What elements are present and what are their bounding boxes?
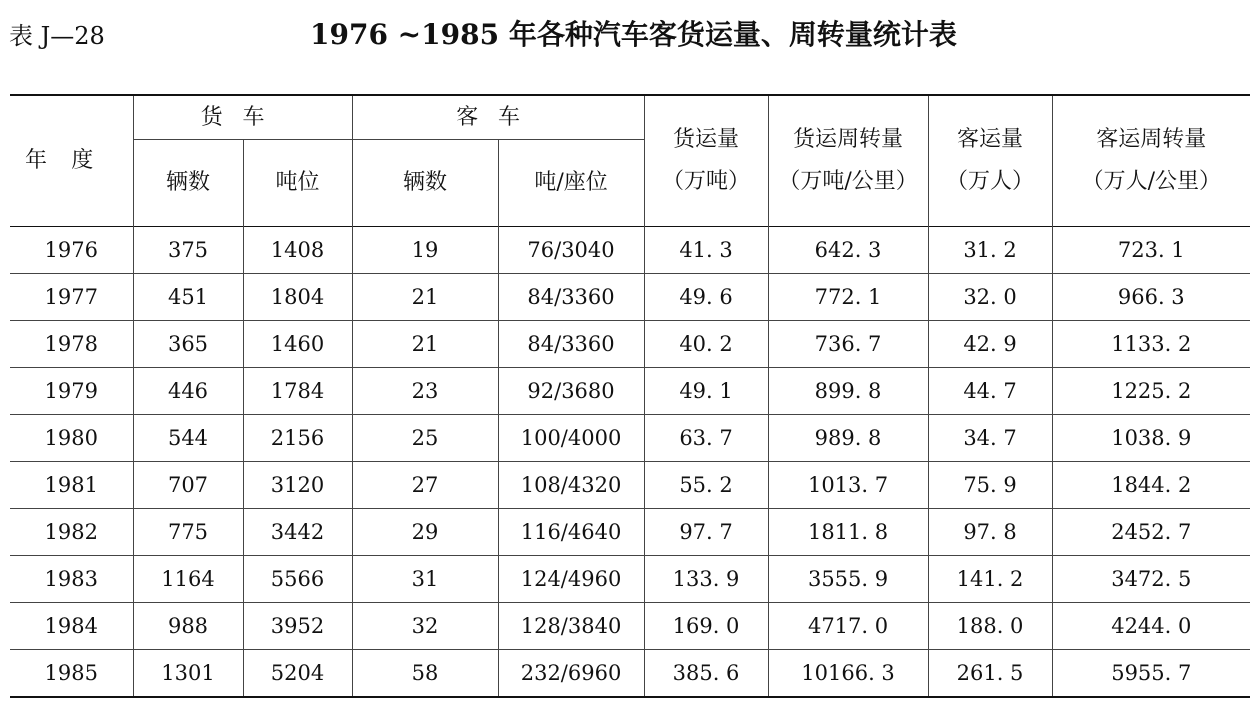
table-id: 表 J—28 bbox=[9, 22, 105, 50]
cell-bus-count: 21 bbox=[352, 321, 498, 368]
cell-truck-tonnage: 1784 bbox=[243, 368, 352, 415]
cell-passenger-volume: 31. 2 bbox=[928, 227, 1052, 274]
header-freight-turnover-label: 货运周转量 bbox=[793, 127, 904, 152]
header-freight-volume bbox=[644, 95, 768, 227]
cell-passenger-volume: 32. 0 bbox=[928, 274, 1052, 321]
cell-truck-tonnage: 1460 bbox=[243, 321, 352, 368]
cell-bus-count: 29 bbox=[352, 509, 498, 556]
header-freight-turnover bbox=[768, 95, 928, 227]
header-truck-count: 辆数 bbox=[133, 140, 243, 227]
cell-bus-count: 21 bbox=[352, 274, 498, 321]
table-row bbox=[10, 321, 1250, 368]
cell-year: 1978 bbox=[10, 321, 133, 368]
cell-freight-volume: 385. 6 bbox=[644, 650, 768, 698]
header-bus-capacity: 吨/座位 bbox=[498, 140, 644, 227]
header-bus-count: 辆数 bbox=[352, 140, 498, 227]
cell-truck-count: 451 bbox=[133, 274, 243, 321]
cell-bus-capacity: 84/3360 bbox=[498, 274, 644, 321]
cell-freight-volume: 41. 3 bbox=[644, 227, 768, 274]
cell-passenger-turnover: 1038. 9 bbox=[1052, 415, 1250, 462]
header-passenger-volume-label: 客运量 bbox=[957, 127, 1024, 152]
header-passenger-turnover-unit: （万人/公里） bbox=[1081, 169, 1221, 194]
table-header bbox=[10, 95, 1250, 227]
cell-bus-capacity: 108/4320 bbox=[498, 462, 644, 509]
cell-passenger-volume: 188. 0 bbox=[928, 603, 1052, 650]
cell-passenger-turnover: 1225. 2 bbox=[1052, 368, 1250, 415]
cell-truck-tonnage: 1408 bbox=[243, 227, 352, 274]
header-truck-group: 货车 bbox=[133, 95, 352, 140]
cell-truck-tonnage: 3120 bbox=[243, 462, 352, 509]
cell-freight-turnover: 3555. 9 bbox=[768, 556, 928, 603]
cell-freight-volume: 55. 2 bbox=[644, 462, 768, 509]
statistics-table bbox=[10, 94, 1250, 698]
cell-year: 1976 bbox=[10, 227, 133, 274]
cell-passenger-volume: 261. 5 bbox=[928, 650, 1052, 698]
cell-freight-turnover: 642. 3 bbox=[768, 227, 928, 274]
header-truck-tonnage: 吨位 bbox=[243, 140, 352, 227]
cell-bus-capacity: 100/4000 bbox=[498, 415, 644, 462]
cell-freight-turnover: 10166. 3 bbox=[768, 650, 928, 698]
cell-freight-turnover: 1013. 7 bbox=[768, 462, 928, 509]
cell-year: 1982 bbox=[10, 509, 133, 556]
cell-passenger-turnover: 1844. 2 bbox=[1052, 462, 1250, 509]
table-title: 1976 ~1985 年各种汽车客货运量、周转量统计表 bbox=[310, 18, 957, 51]
table-body bbox=[10, 227, 1250, 698]
cell-passenger-turnover: 966. 3 bbox=[1052, 274, 1250, 321]
cell-truck-count: 1164 bbox=[133, 556, 243, 603]
cell-truck-tonnage: 1804 bbox=[243, 274, 352, 321]
cell-passenger-turnover: 3472. 5 bbox=[1052, 556, 1250, 603]
cell-bus-count: 32 bbox=[352, 603, 498, 650]
cell-year: 1979 bbox=[10, 368, 133, 415]
table-row bbox=[10, 603, 1250, 650]
cell-passenger-turnover: 723. 1 bbox=[1052, 227, 1250, 274]
table-row bbox=[10, 274, 1250, 321]
cell-truck-tonnage: 3952 bbox=[243, 603, 352, 650]
cell-year: 1981 bbox=[10, 462, 133, 509]
header-freight-volume-label: 货运量 bbox=[673, 127, 740, 152]
cell-truck-count: 1301 bbox=[133, 650, 243, 698]
header-freight-turnover-unit: （万吨/公里） bbox=[778, 169, 918, 194]
cell-passenger-volume: 42. 9 bbox=[928, 321, 1052, 368]
cell-bus-capacity: 84/3360 bbox=[498, 321, 644, 368]
cell-truck-count: 544 bbox=[133, 415, 243, 462]
cell-year: 1980 bbox=[10, 415, 133, 462]
cell-freight-volume: 97. 7 bbox=[644, 509, 768, 556]
cell-bus-count: 25 bbox=[352, 415, 498, 462]
header-passenger-turnover-label: 客运周转量 bbox=[1096, 127, 1207, 152]
cell-freight-turnover: 989. 8 bbox=[768, 415, 928, 462]
cell-passenger-turnover: 1133. 2 bbox=[1052, 321, 1250, 368]
header-passenger-volume-unit: （万人） bbox=[946, 169, 1035, 194]
cell-freight-turnover: 1811. 8 bbox=[768, 509, 928, 556]
cell-freight-volume: 133. 9 bbox=[644, 556, 768, 603]
cell-bus-count: 31 bbox=[352, 556, 498, 603]
table-row bbox=[10, 556, 1250, 603]
cell-passenger-volume: 44. 7 bbox=[928, 368, 1052, 415]
header-passenger-turnover bbox=[1052, 95, 1250, 227]
table-row bbox=[10, 227, 1250, 274]
header-bus-group: 客车 bbox=[352, 95, 644, 140]
cell-passenger-volume: 97. 8 bbox=[928, 509, 1052, 556]
table-row bbox=[10, 368, 1250, 415]
cell-freight-volume: 169. 0 bbox=[644, 603, 768, 650]
cell-passenger-volume: 141. 2 bbox=[928, 556, 1052, 603]
cell-bus-capacity: 232/6960 bbox=[498, 650, 644, 698]
cell-freight-volume: 49. 1 bbox=[644, 368, 768, 415]
cell-bus-capacity: 92/3680 bbox=[498, 368, 644, 415]
cell-passenger-turnover: 5955. 7 bbox=[1052, 650, 1250, 698]
cell-truck-tonnage: 2156 bbox=[243, 415, 352, 462]
cell-freight-volume: 49. 6 bbox=[644, 274, 768, 321]
cell-truck-count: 365 bbox=[133, 321, 243, 368]
header-year: 年度 bbox=[10, 95, 133, 227]
cell-bus-count: 23 bbox=[352, 368, 498, 415]
cell-freight-turnover: 736. 7 bbox=[768, 321, 928, 368]
cell-freight-volume: 40. 2 bbox=[644, 321, 768, 368]
table-row bbox=[10, 650, 1250, 698]
cell-bus-count: 58 bbox=[352, 650, 498, 698]
cell-truck-count: 775 bbox=[133, 509, 243, 556]
cell-freight-turnover: 4717. 0 bbox=[768, 603, 928, 650]
cell-freight-turnover: 772. 1 bbox=[768, 274, 928, 321]
header-freight-volume-unit: （万吨） bbox=[662, 169, 751, 194]
cell-truck-count: 707 bbox=[133, 462, 243, 509]
cell-passenger-turnover: 4244. 0 bbox=[1052, 603, 1250, 650]
cell-year: 1984 bbox=[10, 603, 133, 650]
cell-truck-count: 446 bbox=[133, 368, 243, 415]
cell-freight-volume: 63. 7 bbox=[644, 415, 768, 462]
cell-truck-count: 988 bbox=[133, 603, 243, 650]
cell-passenger-volume: 75. 9 bbox=[928, 462, 1052, 509]
cell-bus-capacity: 128/3840 bbox=[498, 603, 644, 650]
cell-bus-count: 27 bbox=[352, 462, 498, 509]
cell-bus-count: 19 bbox=[352, 227, 498, 274]
cell-bus-capacity: 116/4640 bbox=[498, 509, 644, 556]
cell-passenger-volume: 34. 7 bbox=[928, 415, 1052, 462]
table-row bbox=[10, 462, 1250, 509]
cell-freight-turnover: 899. 8 bbox=[768, 368, 928, 415]
cell-truck-count: 375 bbox=[133, 227, 243, 274]
header-passenger-volume bbox=[928, 95, 1052, 227]
table-row bbox=[10, 509, 1250, 556]
cell-year: 1977 bbox=[10, 274, 133, 321]
cell-year: 1983 bbox=[10, 556, 133, 603]
cell-truck-tonnage: 5204 bbox=[243, 650, 352, 698]
table-row bbox=[10, 415, 1250, 462]
cell-year: 1985 bbox=[10, 650, 133, 698]
cell-truck-tonnage: 5566 bbox=[243, 556, 352, 603]
cell-truck-tonnage: 3442 bbox=[243, 509, 352, 556]
cell-bus-capacity: 124/4960 bbox=[498, 556, 644, 603]
cell-passenger-turnover: 2452. 7 bbox=[1052, 509, 1250, 556]
cell-bus-capacity: 76/3040 bbox=[498, 227, 644, 274]
